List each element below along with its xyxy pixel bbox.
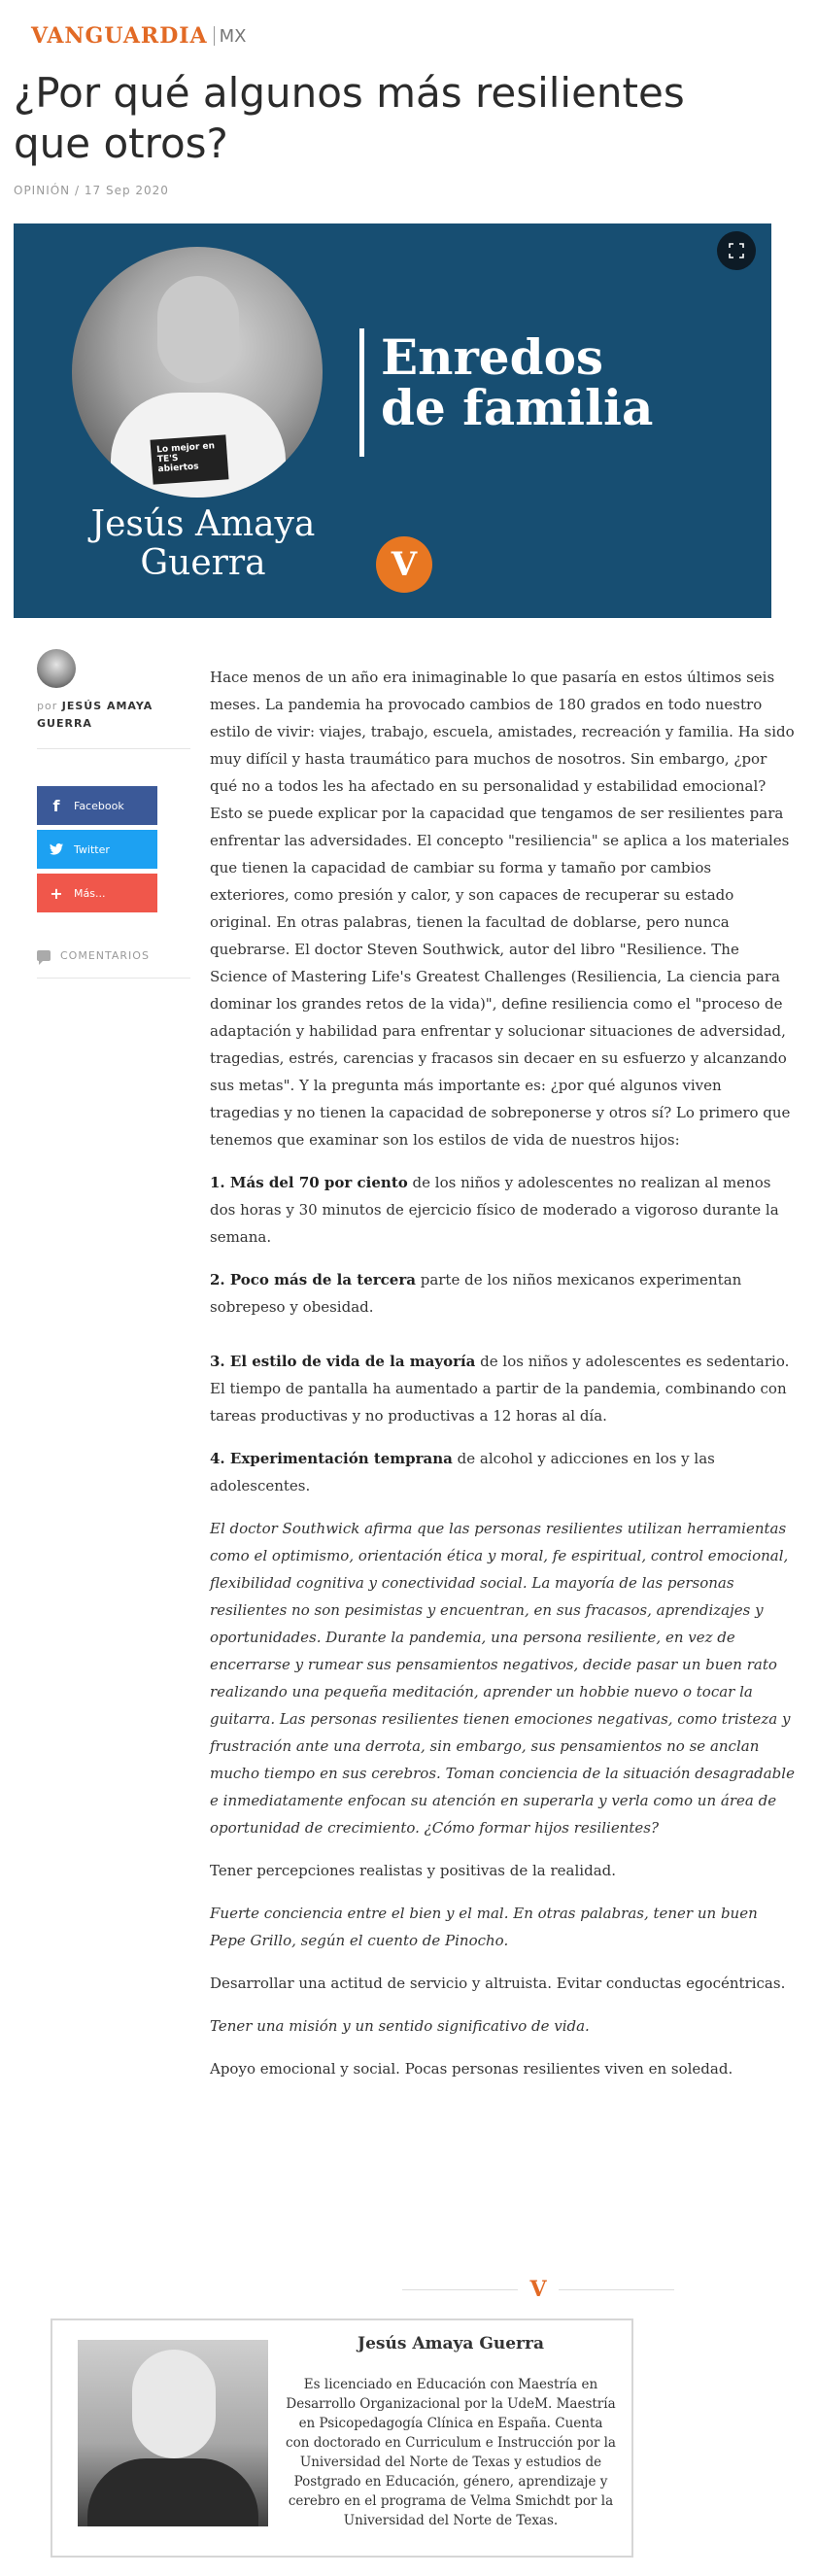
- facebook-icon: f: [52, 796, 60, 815]
- bio-photo-head: [132, 2350, 216, 2458]
- byline-author[interactable]: JESÚS AMAYA GUERRA: [37, 700, 153, 730]
- list-item-3-bold: 3. El estilo de vida de la mayoría: [210, 1353, 476, 1370]
- hero-author-line1: Jesús Amaya: [90, 504, 316, 544]
- share-more-button[interactable]: [37, 874, 157, 912]
- list-item-2-bold: 2. Poco más de la tercera: [210, 1271, 416, 1288]
- list-item-2-text: parte de los niños mexicanos experimentan sobrepeso y obesidad.: [210, 1271, 742, 1316]
- portrait-face: [157, 276, 239, 383]
- article-sidebar: [37, 649, 190, 979]
- column-title-line1: Enredos: [381, 328, 604, 386]
- logo-separator: [214, 26, 215, 46]
- article-date: 17 Sep 2020: [84, 184, 169, 197]
- article-title: ¿Por qué algunos más resilientes que otros?: [14, 69, 685, 167]
- byline-prefix: por: [37, 700, 58, 712]
- hero-image: [14, 223, 771, 618]
- meta-separator: /: [75, 184, 81, 197]
- author-bio-photo: [78, 2340, 268, 2526]
- list-item-4-bold: 4. Experimentación temprana: [210, 1450, 453, 1467]
- divider-v-mark: V: [529, 2277, 547, 2302]
- article-paragraph-italic: [210, 1515, 795, 1841]
- site-logo[interactable]: VANGUARDIA: [31, 23, 208, 49]
- portrait-book: Lo mejor en TE'S abiertos: [150, 434, 228, 484]
- article-paragraph-a: Tener percepciones realistas y positivas de la realidad.: [210, 1862, 617, 1879]
- article-end-divider: [402, 2277, 674, 2302]
- article-list-item-4: [210, 1445, 795, 1499]
- article-body: [210, 664, 795, 2098]
- italic-text: El doctor Southwick afirma que las personas resilientes utilizan herramientas como el optimismo, orientación ética y moral, fe espiritual, control emocional, flexibilidad cognitiva y conectividad social. La mayoría de las personas resilientes no son pesimistas y encuentran, en sus fracasos, aprendizajes y oportunidades. Durante la pandemia, una persona resiliente, en vez de encerrarse y rumear sus pensamientos negativos, decide pasar un buen rato realizando una pequeña meditación, aprender un hobbie nuevo o tocar la guitarra. Las personas resilientes tienen emociones negativas, como tristeza y frustración ante una derrota, sin embargo, sus pensamientos no se anclan mucho tiempo en sus cerebros. Toman conciencia de la situación desagradable e inmediatamente enfocan su atención en superarla y verla como un área de oportunidad de crecimiento. ¿Cómo formar hijos resilientes?: [210, 1520, 795, 1837]
- share-more-label: Más...: [74, 886, 106, 900]
- author-avatar[interactable]: [37, 649, 76, 688]
- share-facebook-button[interactable]: [37, 786, 157, 825]
- hero-author-line2: Guerra: [140, 543, 266, 583]
- share-buttons: [37, 786, 190, 912]
- site-logo-suffix[interactable]: MX: [219, 25, 247, 47]
- article-paragraph-e: Apoyo emocional y social. Pocas personas resilientes viven en soledad.: [210, 2060, 733, 2078]
- divider-line-right: [559, 2289, 674, 2290]
- plus-icon: +: [50, 883, 63, 903]
- comment-icon: [37, 950, 51, 961]
- share-twitter-label: Twitter: [74, 842, 110, 856]
- share-facebook-label: Facebook: [74, 799, 124, 812]
- twitter-icon: [49, 841, 64, 859]
- comments-label: COMENTARIOS: [60, 949, 150, 962]
- list-item-3-text: de los niños y adolescentes es sedentario. El tiempo de pantalla ha aumentado a partir de la pandemia, combinando con tareas productivas y no productivas a 12 horas al día.: [210, 1353, 790, 1425]
- sidebar-divider-bottom: [37, 978, 190, 979]
- column-title-line2: de familia: [381, 379, 654, 436]
- vanguardia-v-logo: V: [376, 536, 432, 593]
- article-paragraph-b: [210, 1900, 795, 1954]
- article-meta: [14, 184, 169, 197]
- article-list-item-1: [210, 1169, 795, 1251]
- list-item-4-text: de alcohol y adicciones en los y las adolescentes.: [210, 1450, 715, 1494]
- hero-author-name: [43, 505, 363, 583]
- italic-text-b: Fuerte conciencia entre el bien y el mal. En otras palabras, tener un buen Pepe Grillo, según el cuento de Pinocho.: [210, 1905, 758, 1949]
- expand-image-button[interactable]: [717, 231, 756, 270]
- article-paragraph-d: [210, 2012, 795, 2040]
- italic-text-d: Tener una misión y un sentido significativo de vida.: [210, 2017, 590, 2035]
- comments-link[interactable]: [37, 949, 190, 962]
- divider-line-left: [402, 2289, 518, 2290]
- expand-icon: [729, 243, 744, 258]
- author-bio-box: [51, 2318, 633, 2558]
- article-list-item-3: [210, 1348, 795, 1429]
- hero-divider: [359, 328, 364, 457]
- sidebar-divider: [37, 748, 190, 749]
- article-list-item-2: [210, 1266, 795, 1321]
- list-item-1-text: de los niños y adolescentes no realizan al menos dos horas y 30 minutos de ejercicio físico de moderado a vigoroso durante la semana.: [210, 1174, 779, 1246]
- article-category[interactable]: OPINIÓN: [14, 184, 71, 197]
- share-twitter-button[interactable]: [37, 830, 157, 869]
- bio-author-name[interactable]: Jesús Amaya Guerra: [358, 2334, 544, 2353]
- byline: [37, 698, 190, 733]
- bio-photo-jacket: [87, 2458, 258, 2526]
- author-portrait: [72, 247, 323, 498]
- site-header: [31, 21, 247, 51]
- bio-description: Es licenciado en Educación con Maestría en Desarrollo Organizacional por la UdeM. Maestría en Psicopedagogía Clínica en España. Cuenta con doctorado en Curriculum e Instrucción por la Universidad del Norte de Texas y estudios de Postgrado en Educación, género, aprendizaje y cerebro en el programa de Velma Smichdt por la Universidad del Norte de Texas.: [286, 2377, 616, 2528]
- column-title: [381, 328, 654, 436]
- article-paragraph-intro: Hace menos de un año era inimaginable lo que pasaría en estos últimos seis meses. La pandemia ha provocado cambios de 180 grados en todo nuestro estilo de vivir: viajes, trabajo, escuela, amistades, recreación y familia. Ha sido muy difícil y hasta traumático para muchos de nosotros. Sin embargo, ¿por qué no a todos les ha afectado en su personalidad y estabilidad emocional? Esto se puede explicar por la capacidad que tengamos de ser resilientes para enfrentar las adversidades. El concepto "resiliencia" se aplica a los materiales que tienen la capacidad de cambiar su forma y tamaño por cambios exteriores, como presión y calor, y son capaces de recuperar su estado original. En otras palabras, tienen la facultad de doblarse, pero nunca quebrarse. El doctor Steven Southwick, autor del libro "Resilience. The Science of Mastering Life's Greatest Challenges (Resiliencia, La ciencia para dominar los grandes retos de la vida)", define resiliencia como el "proceso de adaptación y habilidad para enfrentar y solucionar situaciones de adversidad, tragedias, estrés, carencias y fracasos sin decaer en su esfuerzo y alcanzando sus metas". Y la pregunta más importante es: ¿por qué algunos viven tragedias y no tienen la capacidad de sobreponerse y otros sí? Lo primero que tenemos que examinar son los estilos de vida de nuestros hijos:: [210, 669, 795, 1149]
- article-paragraph-c: Desarrollar una actitud de servicio y altruista. Evitar conductas egocéntricas.: [210, 1975, 786, 1992]
- list-item-1-bold: 1. Más del 70 por ciento: [210, 1174, 408, 1191]
